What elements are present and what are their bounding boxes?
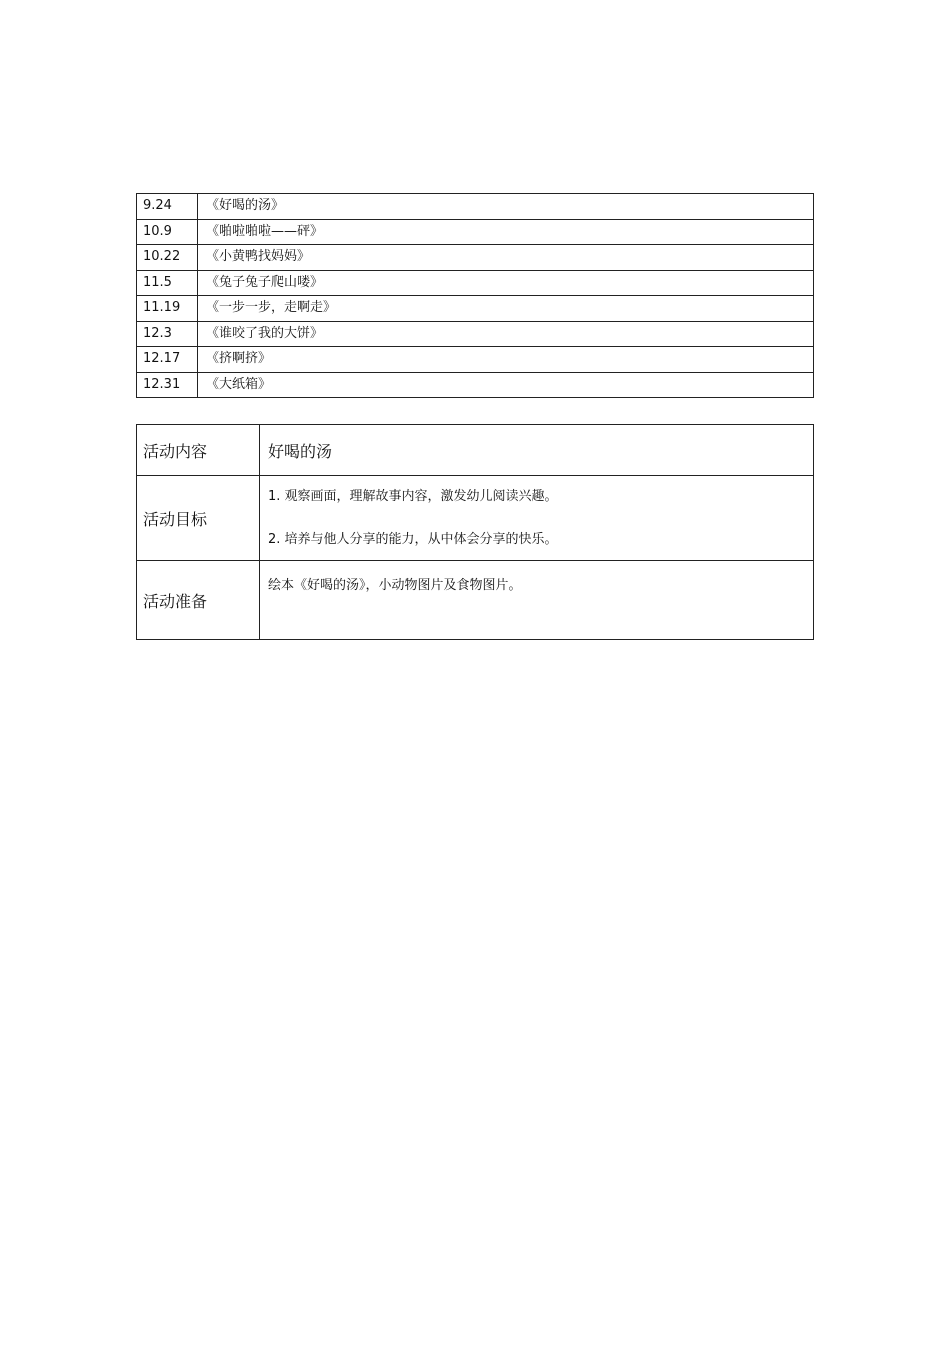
schedule-title: 《谁咬了我的大饼》 xyxy=(198,321,814,347)
activity-goal-item: 2. 培养与他人分享的能力，从中体会分享的快乐。 xyxy=(268,531,558,547)
schedule-date: 12.3 xyxy=(137,321,198,347)
schedule-date: 9.24 xyxy=(137,194,198,220)
table-row xyxy=(137,194,814,220)
table-row xyxy=(137,270,814,296)
table-row xyxy=(137,245,814,271)
activity-table xyxy=(136,424,814,640)
schedule-title: 《好喝的汤》 xyxy=(198,194,814,220)
schedule-date: 11.19 xyxy=(137,296,198,322)
activity-content-label: 活动内容 xyxy=(137,425,260,476)
table-row xyxy=(137,372,814,398)
activity-goals-value xyxy=(260,476,814,561)
table-row xyxy=(137,347,814,373)
schedule-title: 《大纸箱》 xyxy=(198,372,814,398)
activity-content-text: 好喝的汤 xyxy=(268,441,333,461)
schedule-title: 《小黄鸭找妈妈》 xyxy=(198,245,814,271)
activity-content-row xyxy=(137,425,814,476)
activity-goals-label: 活动目标 xyxy=(137,476,260,561)
schedule-table xyxy=(136,193,814,398)
schedule-title: 《挤啊挤》 xyxy=(198,347,814,373)
table-row xyxy=(137,219,814,245)
schedule-date: 10.22 xyxy=(137,245,198,271)
schedule-title: 《啪啦啪啦——砰》 xyxy=(198,219,814,245)
activity-prep-label: 活动准备 xyxy=(137,561,260,640)
activity-goals-row xyxy=(137,476,814,561)
schedule-title: 《兔子兔子爬山喽》 xyxy=(198,270,814,296)
schedule-date: 10.9 xyxy=(137,219,198,245)
activity-prep-value: 绘本《好喝的汤》，小动物图片及食物图片。 xyxy=(260,561,814,640)
schedule-date: 11.5 xyxy=(137,270,198,296)
schedule-date: 12.31 xyxy=(137,372,198,398)
schedule-title: 《一步一步，走啊走》 xyxy=(198,296,814,322)
table-row xyxy=(137,321,814,347)
schedule-date: 12.17 xyxy=(137,347,198,373)
activity-prep-row xyxy=(137,561,814,640)
table-row xyxy=(137,296,814,322)
activity-goal-item: 1. 观察画面，理解故事内容，激发幼儿阅读兴趣。 xyxy=(268,488,558,504)
activity-content-value xyxy=(260,425,814,476)
